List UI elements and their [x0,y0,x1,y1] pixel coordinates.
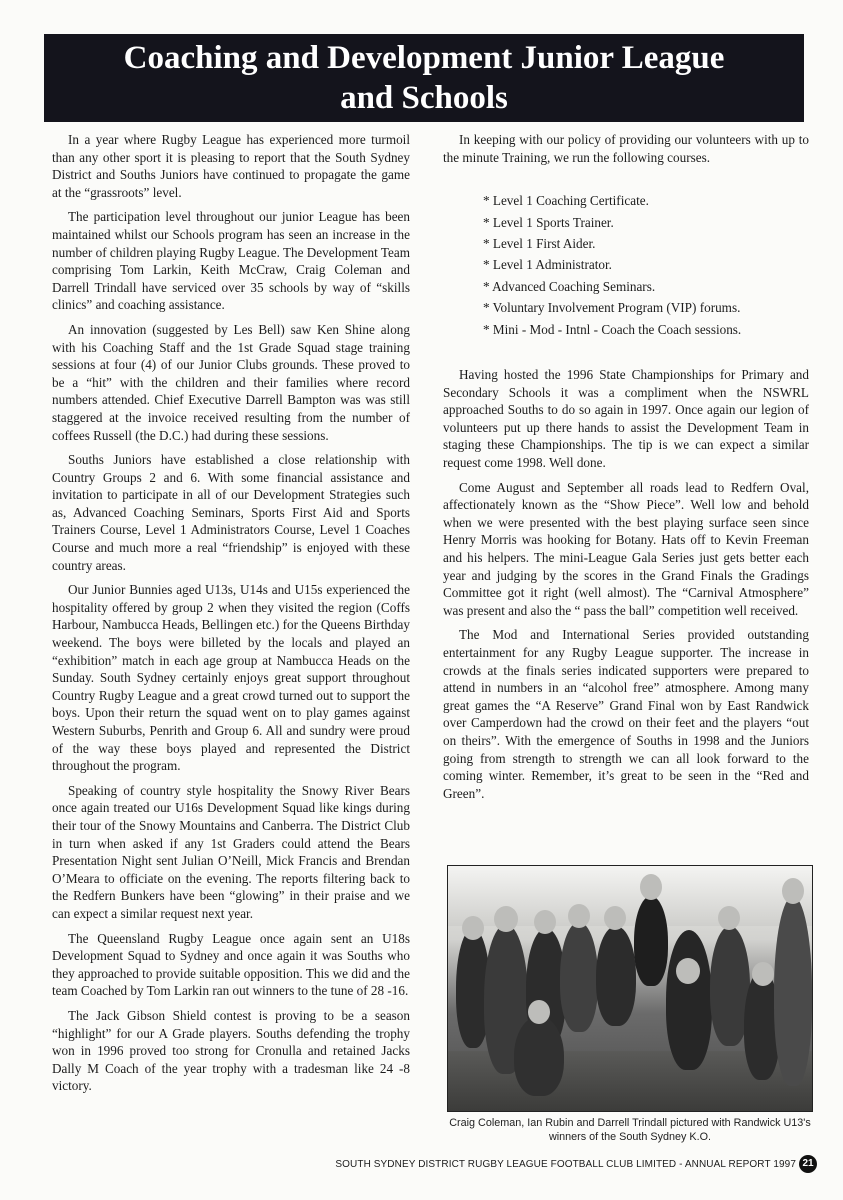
left-article-column [52,131,410,1102]
article-paragraph: Souths Juniors have established a close relationship with Country Groups 2 and 6. With some financial assistance and invitation to participate in all of our Development Strategies such as, Advanced Coaching Seminars, Sports First Aid and Sports Trainers Course, Level 1 Administrators Course, Level 1 Coaches Course and much more a real “friendship” is enjoyed with these country areas. [52,452,410,573]
photo-face [462,916,484,940]
course-item: * Mini - Mod - Intnl - Coach the Coach sessions. [483,321,742,337]
article-paragraph: The participation level throughout our junior League has been maintained whilst our Schools program has seen an increase in the number of children playing Rugby League. The Development Team comprising Tom Larkin, Keith McCraw, Craig Coleman and Darrell Trindall have serviced over 35 schools by way of “skills clinics” and coaching assistance. [52,209,410,313]
course-item: * Level 1 Coaching Certificate. [483,193,649,209]
photo-face [604,906,626,930]
photo-person [666,930,712,1070]
article-paragraph: Our Junior Bunnies aged U13s, U14s and U15s experienced the hospitality offered by group 2 when they visited the region (Coffs Harbour, Nambucca Heads, Bellingen etc.) for the Queens Birthday weekend. The boys were billeted by the locals and played an “exhibition” match in each age group at Nambucca Heads on the Sunday. South Sydney certainly enjoys great support throughout Country Rugby League and a great crowd turned out to support the boys. Upon their return the squad went on to play games against Western Suburbs, Penrith and Group 6. All and sundry were proud of the way these boys played and represented the District throughout the program. [52,582,410,774]
course-item: * Level 1 First Aider. [483,236,596,251]
course-item: * Level 1 Administrator. [483,257,612,273]
article-paragraph: The Mod and International Series provided outstanding entertainment for any Rugby League supporter. The increase in crowds at the finals series indicated supporters were prepared to attend in numbers in an “alcohol free” atmosphere. Among many great games the “A Reserve” Grand Final won by East Randwick over Camperdown had the crowd on their feet and the players “out on theirs”. With the emergence of Souths in 1998 and the Juniors going from strength to strength we can all look forward to the coming winter. Remember, it’s great to be seen in the “Red and Green”. [443,627,809,801]
course-item: * Level 1 Sports Trainer. [483,214,614,230]
photo-face [640,874,662,900]
article-paragraph: In a year where Rugby League has experienced more turmoil than any other sport it is pleasing to report that the South Sydney District and Souths Juniors have continued to propagate the game at the “grassroots” level. [52,132,410,200]
article-paragraph: Having hosted the 1996 State Championships for Primary and Secondary Schools it was a compliment when the NSWRL approached Souths to do so again in 1997. Once again our legion of volunteers put up there hands to assist the Development Team in staging these Championships. The tip is we can expect a similar request come 1998. Well done. [443,367,809,470]
article-paragraph: An innovation (suggested by Les Bell) saw Ken Shine along with his Coaching Staff and the 1st Grade Squad stage training sessions at four (4) of our Junior Clubs grounds. These proved to be a “hit” with the children and their families where record numbers attended. Chief Executive Darrell Bampton was was still staggered at the invoice received resulting from the number of coffees Russell (the D.C.) had during these sessions. [52,321,410,443]
course-item: * Voluntary Involvement Program (VIP) forums. [483,300,741,316]
photo-face [676,958,700,984]
photo-caption: Craig Coleman, Ian Rubin and Darrell Trindall pictured with Randwick U13's winners of the South Sydney K.O. [449,1117,811,1143]
photo-face [718,906,740,930]
photo-person [560,922,598,1032]
page-number-badge: 21 [799,1155,817,1173]
course-item: * Advanced Coaching Seminars. [483,278,656,294]
photo-face [494,906,518,932]
photo-person [596,926,636,1026]
article-paragraph: The Queensland Rugby League once again sent an U18s Development Squad to Sydney and once again it was Souths who they approached to provide suitable opposition. This we did and the team Coached by Tom Larkin ran out winners to the tune of 28 -16. [52,930,410,999]
photo-face [534,910,556,934]
photo-person [634,896,668,986]
article-paragraph: Come August and September all roads lead to Redfern Oval, affectionately known as the “Show Piece”. Well low and behold when we were presented with the best playing surface seen since Henry Morris was hooking for Botany. Hats off to Kevin Freeman and his helpers. The mini-League Gala Series just gets better each year and judging by the scores in the Grand Finals the Gradings Committee got it right (well almost). The “Carnival Atmosphere” was present and also the “ pass the ball” competition well received. [443,479,809,618]
page-footer: SOUTH SYDNEY DISTRICT RUGBY LEAGUE FOOTBALL CLUB LIMITED - ANNUAL REPORT 1997 [335,1159,796,1170]
courses-intro: In keeping with our policy of providing our volunteers with up to the minute Training, we run the following courses. [443,132,809,165]
photo-person [774,896,812,1086]
photo-face [568,904,590,928]
course-list [483,190,809,340]
photo-person [514,1016,564,1096]
page-title-line-1: Coaching and Development Junior League [123,40,725,76]
article-paragraph: Speaking of country style hospitality the Snowy River Bears once again treated our U16s Development Squad like kings during their tour of the Snowy Mountains and Canberra. The District Club in turn when asked if any 1st Graders could attend the Bears Presentation Night sent Julian O’Neill, Mick Francis and Brendan O’Meara to officiate on the evening. The reports filtering back to the Redfern Bunkers have been “glowing” in their praise and we can expect a similar request next year. [52,782,410,921]
photo-face [752,962,774,986]
team-photo [447,865,813,1112]
article-paragraph: The Jack Gibson Shield contest is proving to be a season “highlight” for our A Grade players. Souths defending the trophy won in 1996 proved too strong for Cronulla and retained Jacks Dally M Coach of the year trophy with a tradesman like 24 -8 victory. [52,1007,410,1094]
page-title-banner [44,34,804,122]
photo-face [528,1000,550,1024]
photo-face [782,878,804,904]
right-article-column [443,131,809,809]
page-title-line-2: and Schools [340,80,508,116]
